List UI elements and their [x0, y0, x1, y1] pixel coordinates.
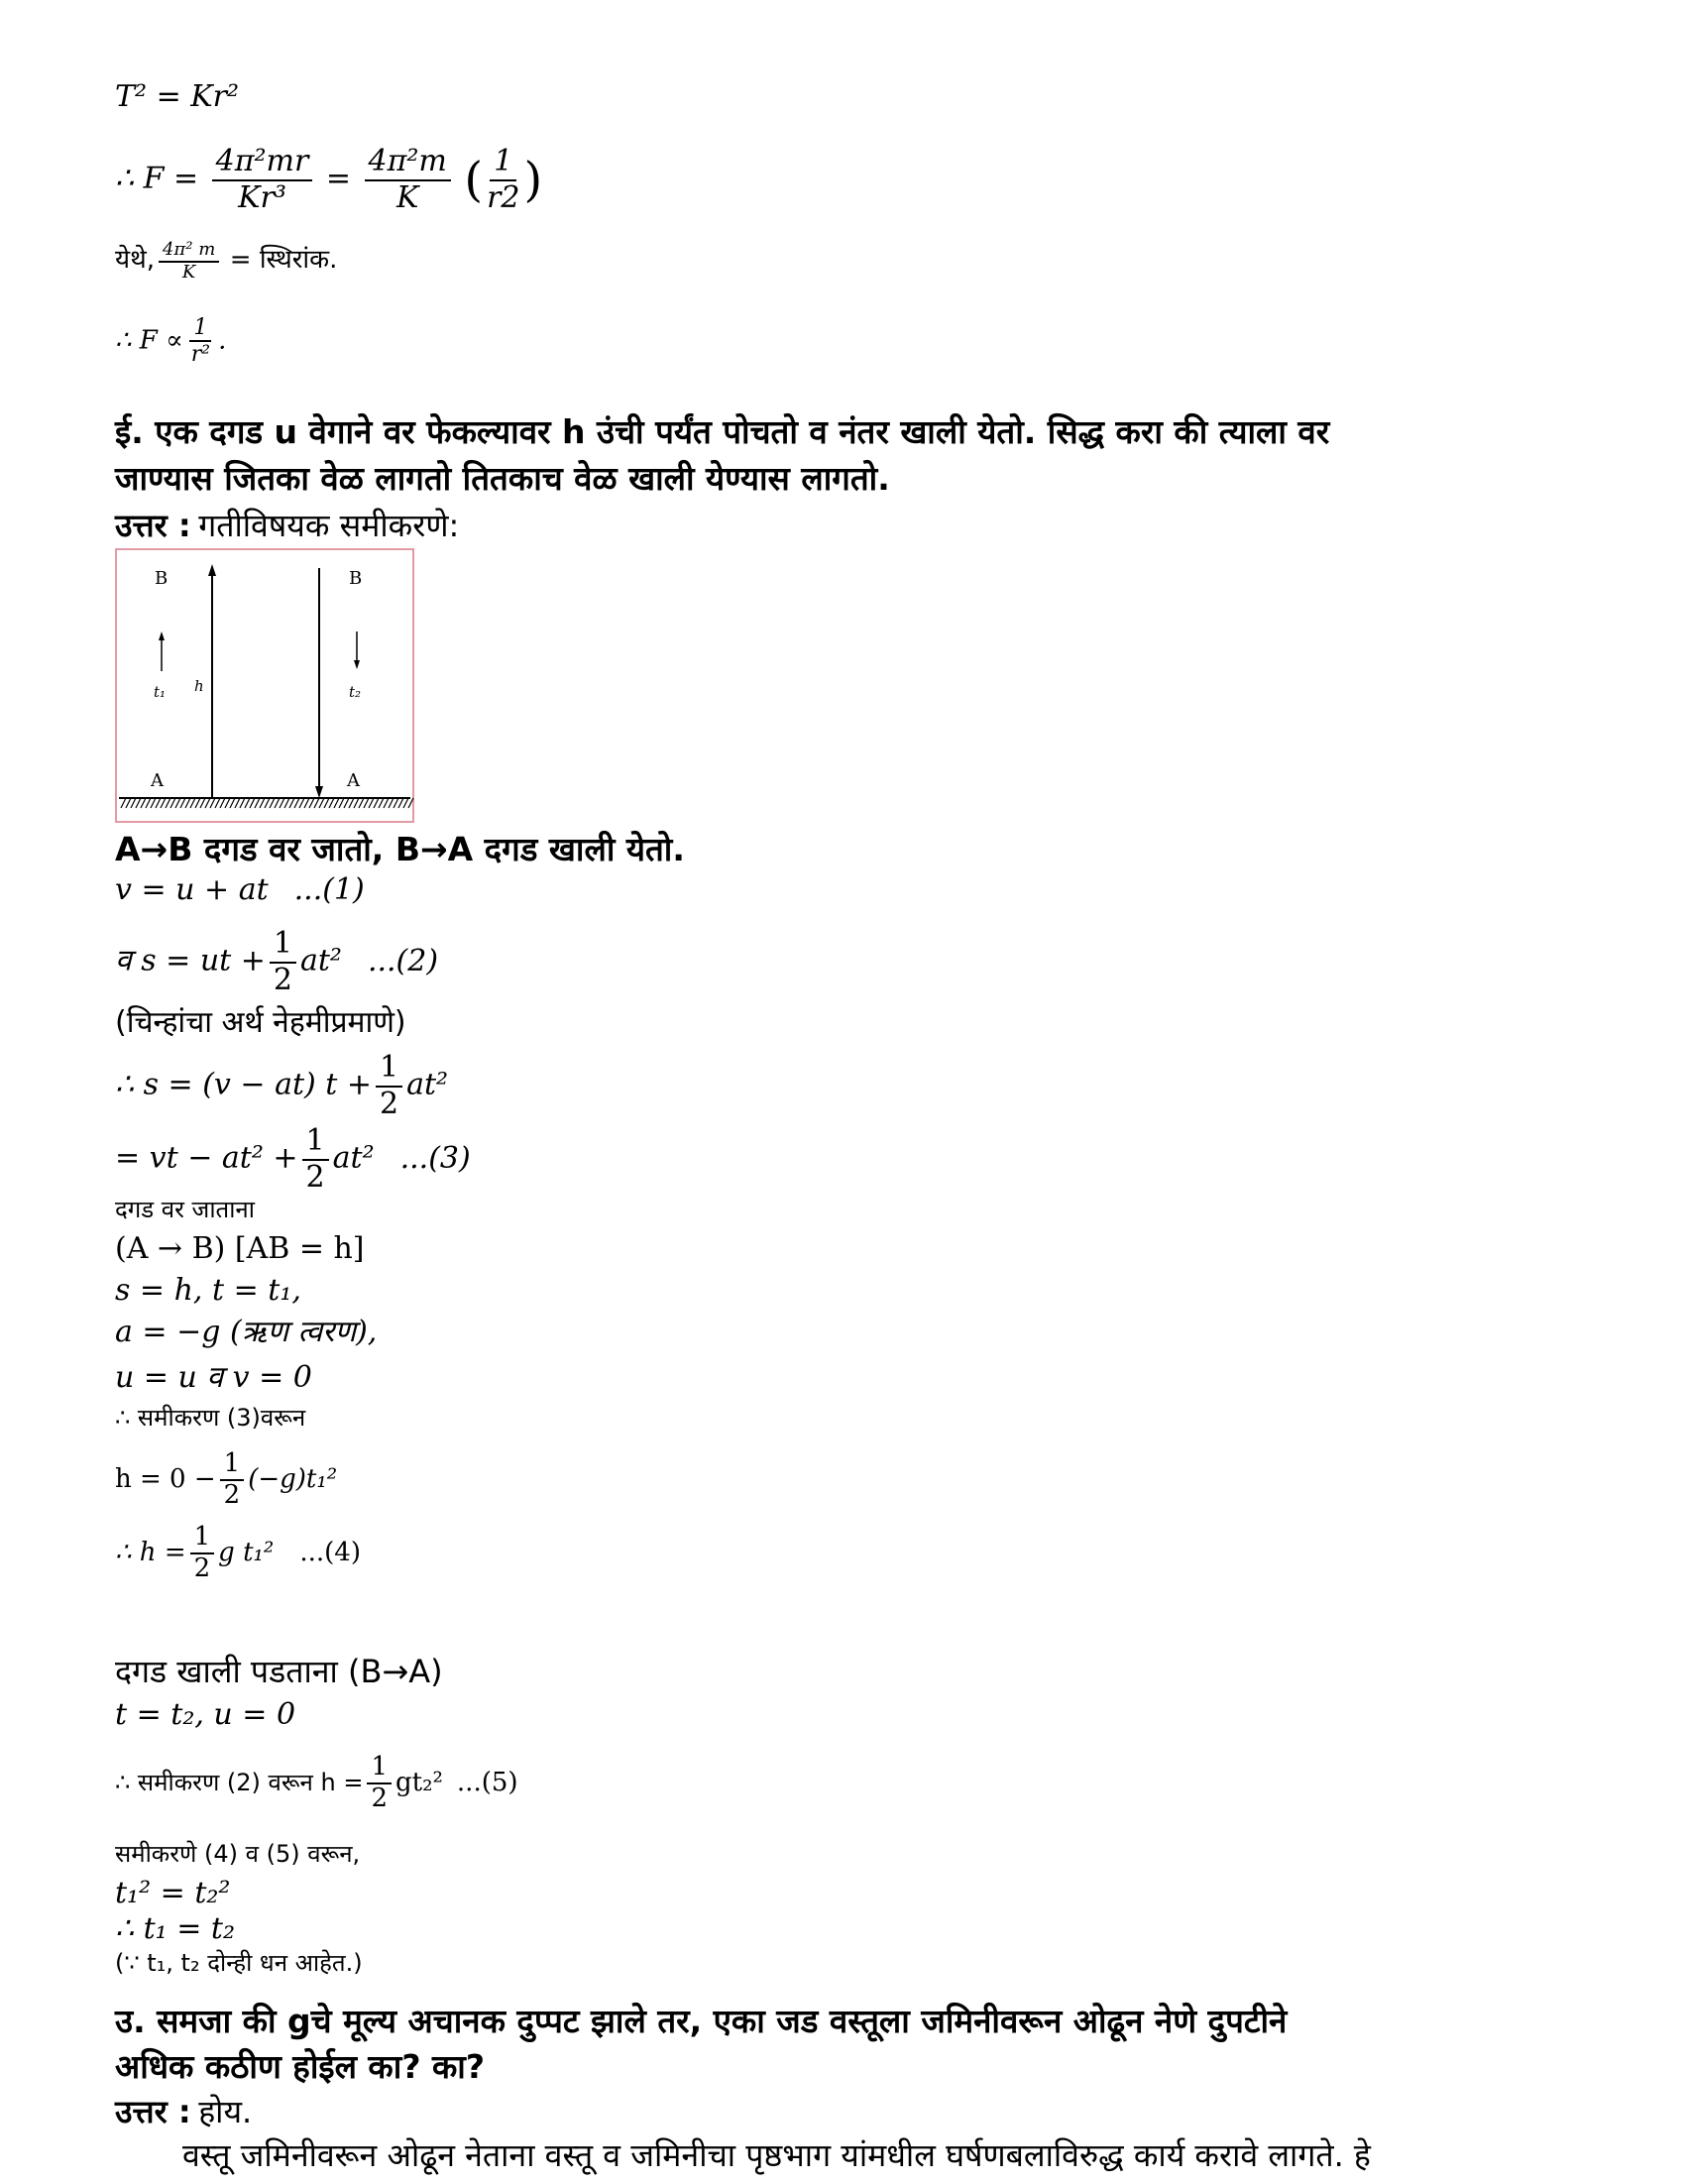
hatch-mark — [280, 798, 284, 808]
hatch-mark — [185, 798, 190, 808]
eq-kepler-law: T² = Kr² — [115, 79, 240, 114]
h-eq-suffix: (−g)t₁² — [248, 1463, 338, 1494]
answer-label: उत्तर : — [115, 507, 191, 544]
answer-label: उत्तर : — [115, 2093, 191, 2130]
hatch-mark — [245, 798, 250, 808]
hatch-mark — [200, 798, 205, 808]
answer-u — [115, 2089, 252, 2134]
hatch-mark — [175, 798, 180, 808]
hatch-mark — [284, 798, 289, 808]
h-eq-prefix: h = 0 − — [115, 1463, 216, 1494]
prop-suffix: . — [218, 325, 227, 356]
hatch-mark — [126, 798, 131, 808]
const-suffix: = स्थिरांक. — [229, 245, 338, 275]
hatch-mark — [190, 798, 195, 808]
numerator: 1 — [189, 315, 211, 342]
hatch-mark — [289, 798, 294, 808]
symbols-note: (चिन्हांचा अर्थ नेहमीप्रमाणे) — [115, 1005, 406, 1040]
denominator: r² — [190, 342, 211, 368]
hatch-mark — [339, 798, 344, 808]
eq-5-suffix: gt₂² — [394, 1767, 443, 1797]
hatch-mark — [166, 798, 170, 808]
fraction — [483, 145, 523, 215]
denominator: 2 — [193, 1552, 211, 1583]
hatch-mark — [131, 798, 136, 808]
hatch-mark — [349, 798, 354, 808]
eq-5 — [115, 1753, 518, 1814]
h-equation — [115, 1449, 337, 1511]
ab-relation: (A → B) [AB = h] — [115, 1231, 365, 1266]
numerator: 1 — [270, 927, 296, 964]
s-t-values: s = h, t = t₁, — [115, 1273, 301, 1308]
eq-force-prefix: ∴ F = — [115, 161, 199, 196]
fraction — [212, 145, 313, 215]
from-eq45-label: समीकरणे (4) व (5) वरून, — [115, 1840, 361, 1868]
downward-arrowhead — [315, 786, 323, 798]
fraction — [187, 315, 214, 368]
eq-2-prefix: व s = ut + — [115, 943, 266, 978]
ground-hatching — [121, 798, 413, 808]
projectile-diagram — [115, 548, 414, 823]
hatch-mark — [319, 798, 324, 808]
hatch-mark — [329, 798, 334, 808]
hatch-mark — [379, 798, 384, 808]
label-a-left: A — [151, 770, 164, 791]
fraction — [220, 1449, 245, 1511]
label-t2: t₂ — [349, 683, 362, 701]
t1-arrowhead — [159, 632, 165, 640]
question-u-line2: अधिक कठीण होईल का? का? — [115, 2047, 485, 2086]
hatch-mark — [195, 798, 200, 808]
numerator: 1 — [367, 1753, 392, 1784]
t-equal: ∴ t₁ = t₂ — [115, 1911, 235, 1946]
fraction — [376, 1051, 402, 1121]
eq-constant — [115, 240, 337, 284]
eq-5-tag: ...(5) — [456, 1767, 518, 1797]
question-e-line2: जाण्यास जितका वेळ लागतो तितकाच वेळ खाली येण्यास लागतो. — [115, 459, 890, 498]
eq-1-tag: ...(1) — [293, 872, 365, 907]
hatch-mark — [265, 798, 270, 808]
hatch-mark — [220, 798, 225, 808]
denominator: r2 — [487, 179, 520, 215]
hatch-mark — [314, 798, 319, 808]
hatch-mark — [270, 798, 275, 808]
hatch-mark — [275, 798, 280, 808]
denominator: 2 — [380, 1086, 399, 1121]
t2-arrowhead — [354, 660, 360, 669]
answer-e — [115, 503, 459, 548]
label-h: h — [194, 677, 204, 695]
eq-3b-tag: ...(3) — [399, 1140, 471, 1176]
answer-text: होय. — [198, 2093, 253, 2130]
denominator: K — [181, 262, 196, 284]
left-paren: ( — [464, 152, 484, 208]
eq-3a-suffix: at² — [406, 1067, 449, 1102]
falling-label: दगड खाली पडताना (B→A) — [115, 1653, 443, 1690]
u-v-values: u = u व v = 0 — [115, 1360, 312, 1395]
fraction — [365, 145, 451, 215]
question-u-line1: उ. समजा की gचे मूल्य अचानक दुप्पट झाले तर, एका जड वस्तूला जमिनीवरून ओढून नेणे दुपटीने — [115, 2002, 1288, 2040]
hatch-mark — [210, 798, 215, 808]
positive-note: (∵ t₁, t₂ दोन्ही धन आहेत.) — [115, 1949, 363, 1977]
hatch-mark — [235, 798, 240, 808]
hatch-mark — [324, 798, 329, 808]
eq-2-tag: ...(2) — [367, 943, 439, 978]
hatch-mark — [334, 798, 339, 808]
hatch-mark — [304, 798, 309, 808]
numerator: 4π²m — [365, 145, 451, 181]
eq-1 — [115, 870, 365, 910]
hatch-mark — [344, 798, 349, 808]
numerator: 1 — [220, 1449, 245, 1481]
acceleration-value: a = −g (ऋण त्वरण), — [115, 1315, 378, 1349]
label-t1: t₁ — [154, 683, 167, 701]
hatch-mark — [309, 798, 314, 808]
eq-4-prefix: ∴ h = — [115, 1537, 186, 1567]
hatch-mark — [250, 798, 255, 808]
prop-prefix: ∴ F ∝ — [115, 325, 183, 356]
hatch-mark — [161, 798, 166, 808]
denominator: K — [395, 179, 419, 215]
label-b-right: B — [349, 568, 363, 589]
t-u-values: t = t₂, u = 0 — [115, 1697, 296, 1732]
hatch-mark — [146, 798, 151, 808]
right-paren: ) — [523, 152, 543, 208]
hatch-mark — [230, 798, 235, 808]
hatch-mark — [255, 798, 260, 808]
hatch-mark — [205, 798, 210, 808]
hatch-mark — [403, 798, 408, 808]
hatch-mark — [225, 798, 230, 808]
upward-arrowhead — [208, 564, 216, 576]
going-up-label: दगड वर जाताना — [115, 1196, 255, 1223]
answer-text: गतीविषयक समीकरणे: — [198, 507, 460, 544]
numerator: 1 — [376, 1051, 402, 1088]
numerator: 4π² m — [159, 240, 219, 263]
numerator: 1 — [190, 1523, 215, 1554]
eq-3a — [115, 1051, 448, 1121]
hatch-mark — [141, 798, 146, 808]
hatch-mark — [180, 798, 185, 808]
fraction — [302, 1124, 329, 1195]
denominator: Kr³ — [238, 179, 286, 215]
hatch-mark — [170, 798, 175, 808]
eq-3b — [115, 1124, 471, 1195]
hatch-mark — [384, 798, 389, 808]
question-e-line1: ई. एक दगड u वेगाने वर फेकल्यावर h उंची पर्यंत पोचतो व नंतर खाली येतो. सिद्ध करा की त्याला वर — [115, 412, 1330, 451]
eq-5-prefix: ∴ समीकरण (2) वरून h = — [115, 1768, 364, 1796]
label-b-left: B — [155, 568, 169, 589]
answer-u-paragraph: वस्तू जमिनीवरून ओढून नेताना वस्तू व जमिनीचा पृष्ठभाग यांमधील घर्षणबलाविरुद्ध कार्य करावे लागते. हे — [182, 2136, 1371, 2174]
numerator: 1 — [302, 1124, 329, 1161]
eq-4-suffix: g t₁² — [218, 1537, 275, 1567]
hatch-mark — [374, 798, 379, 808]
from-eq3-label: ∴ समीकरण (3)वरून — [115, 1404, 306, 1432]
hatch-mark — [156, 798, 161, 808]
t-squares-equal: t₁² = t₂² — [115, 1876, 231, 1910]
equals-sign: = — [325, 161, 351, 196]
hatch-mark — [398, 798, 403, 808]
denominator: 2 — [273, 962, 292, 997]
fraction — [159, 240, 219, 283]
eq-3b-prefix: = vt − at² + — [115, 1140, 298, 1176]
hatch-mark — [299, 798, 304, 808]
hatch-mark — [369, 798, 374, 808]
hatch-mark — [151, 798, 156, 808]
hatch-mark — [121, 798, 126, 808]
hatch-mark — [294, 798, 299, 808]
eq-3b-suffix: at² — [332, 1140, 375, 1176]
eq-1-text: v = u + at — [115, 872, 269, 907]
fraction — [367, 1753, 392, 1814]
hatch-mark — [389, 798, 394, 808]
hatch-mark — [215, 798, 220, 808]
fraction — [270, 927, 296, 997]
numerator: 1 — [490, 145, 516, 181]
numerator: 4π²mr — [212, 145, 313, 181]
hatch-mark — [394, 798, 398, 808]
eq-proportionality — [115, 315, 226, 368]
hatch-mark — [136, 798, 141, 808]
hatch-mark — [354, 798, 359, 808]
hatch-mark — [359, 798, 364, 808]
eq-force-derivation — [115, 145, 542, 215]
eq-2-suffix: at² — [299, 943, 342, 978]
eq-3a-prefix: ∴ s = (v − at) t + — [115, 1067, 372, 1102]
denominator: 2 — [223, 1479, 241, 1510]
hatch-mark — [260, 798, 265, 808]
motion-summary: A→B दगड वर जातो, B→A दगड खाली येतो. — [115, 830, 685, 868]
eq-2 — [115, 927, 438, 997]
hatch-mark — [364, 798, 369, 808]
denominator: 2 — [305, 1159, 325, 1195]
eq-4-tag: ...(4) — [299, 1537, 361, 1567]
label-a-right: A — [347, 770, 360, 791]
const-prefix: येथे, — [115, 245, 155, 275]
denominator: 2 — [371, 1782, 388, 1813]
eq-4 — [115, 1523, 361, 1584]
fraction — [190, 1523, 215, 1584]
hatch-mark — [240, 798, 245, 808]
